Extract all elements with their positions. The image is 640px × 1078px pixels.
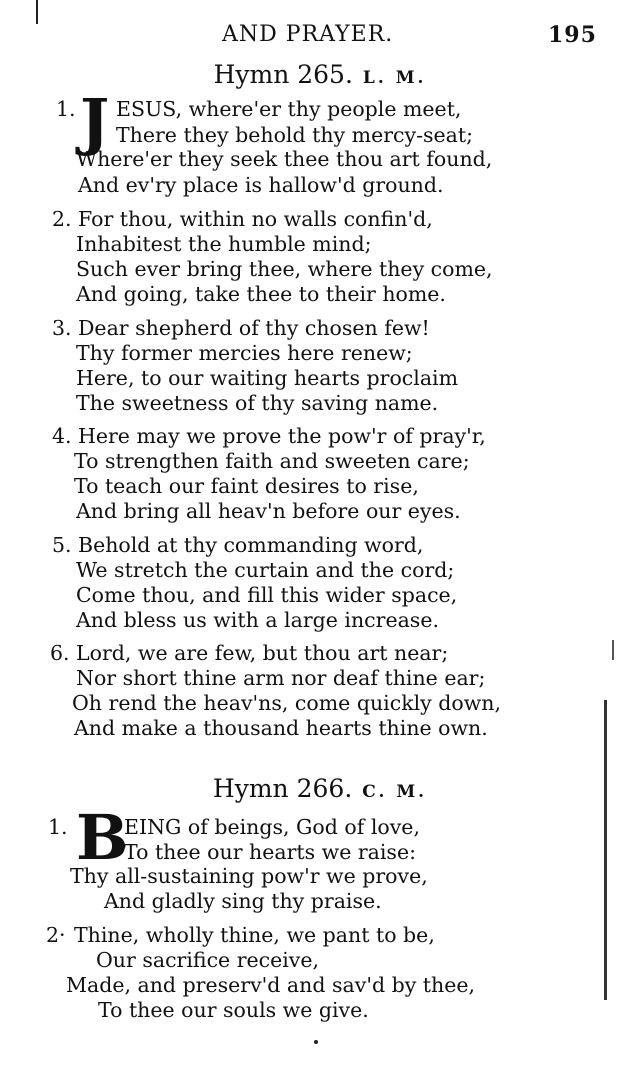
verse-line: Thine, wholly thine, we pant to be, [74,923,435,947]
verse-line: Nor short thine arm nor deaf thine ear; [76,666,486,690]
verse-line: Come thou, and fill this wider space, [76,583,458,607]
verse-line: The sweetness of thy saving name. [76,391,439,415]
verse-line: Lord, we are few, but thou art near; [76,641,449,665]
verse-line: Thy former mercies here renew; [76,341,413,365]
hymn-265-meter: L. M. [362,68,427,88]
verse-line: Such ever bring thee, where they come, [76,257,493,281]
verse-line: And make a thousand hearts thine own. [74,716,488,740]
verse-line: To strengthen faith and sweeten care; [74,449,470,473]
verse-line: And gladly sing thy praise. [104,889,382,913]
verse-line: Behold at thy commanding word, [78,533,424,557]
verse-number: 6. [50,641,70,665]
verse-line: To teach our faint desires to rise, [74,474,419,498]
verse-number: 1. [48,815,68,839]
verse-line: And bless us with a large increase. [76,608,439,632]
verse-line: Made, and preserv'd and sav'd by thee, [66,973,476,997]
verse-line: And bring all heav'n before our eyes. [76,499,461,523]
verse-line: And going, take thee to their home. [76,282,446,306]
verse-line: We stretch the curtain and the cord; [76,558,455,582]
verse-line: Inhabitest the humble mind; [76,232,372,256]
verse-line: Here, to our waiting hearts proclaim [76,366,459,390]
page-edge-speck [612,640,614,660]
verse-line: EING of beings, God of love, [124,815,420,839]
drop-cap: J [80,85,110,158]
hymn-265-title: Hymn 265. L. M. [213,60,427,89]
page-edge-shadow [604,700,607,1000]
drop-cap: B [76,801,129,874]
verse-line: Our sacrifice receive, [96,948,320,972]
hymn-266-title: Hymn 266. C. M. [212,774,428,803]
verse-line: Here may we prove the pow'r of pray'r, [78,424,486,448]
verse-line: And ev'ry place is hallow'd ground. [78,173,444,197]
verse-line: Oh rend the heav'ns, come quickly down, [72,691,501,715]
verse-number: 2· [46,923,66,947]
verse-line: To thee our souls we give. [98,998,369,1022]
verse-number: 4. [52,424,72,448]
verse-line: There they behold thy mercy-seat; [116,123,474,147]
verse-line: ESUS, where'er thy people meet, [116,97,462,121]
verse-line: Thy all-sustaining pow'r we prove, [70,864,428,888]
verse-line: To thee our hearts we raise: [124,840,416,864]
verse-line: Where'er they seek thee thou art found, [76,147,493,171]
binding-edge-mark [36,0,38,24]
hymn-266-meter: C. M. [362,782,428,802]
verse-line: For thou, within no walls confin'd, [78,207,433,231]
verse-number: 5. [52,533,72,557]
running-title: AND PRAYER. [222,22,394,47]
page-number: 195 [548,22,597,48]
verse-number: 2. [52,207,72,231]
verse-number: 3. [52,316,72,340]
verse-number: 1. [56,97,76,121]
ink-speck [314,1040,318,1044]
verse-line: Dear shepherd of thy chosen few! [78,316,430,340]
